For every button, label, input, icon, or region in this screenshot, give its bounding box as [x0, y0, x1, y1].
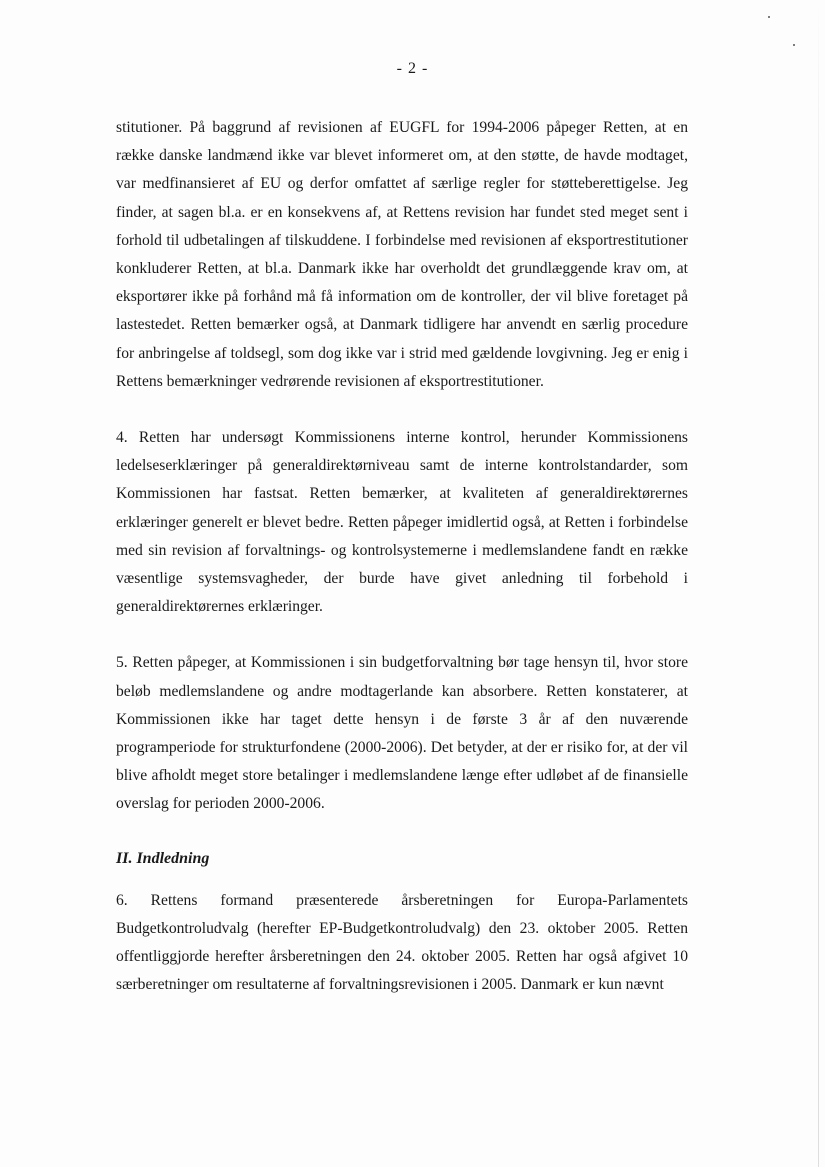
section-heading-introduction: II. Indledning	[116, 849, 210, 867]
scan-speck	[768, 16, 770, 18]
paragraph-5-budget-management: 5. Retten påpeger, at Kommissionen i sin budgetforvaltning bør tage hensyn til, hvor store beløb medlemslandene og andre modtagerlande kan absorbere. Retten konstaterer, at Kommissionen ikke har taget dette hensyn i de første 3 år af den nuværende programperiode for strukturfondene (2000-2006). Det betyder, at der er risiko for, at der vil blive afholdt meget store betalinger i medlemslandene længe efter udløbet af de finansielle overslag for perioden 2000-2006.	[116, 654, 688, 813]
paragraph-export-refunds: stitutioner. På baggrund af revisionen af EUGFL for 1994-2006 påpeger Retten, at en række danske landmænd ikke var blevet informeret om, at den støtte, de havde modtaget, var medfinansieret af EU og derfor omfattet af særlige regler for støtteberettigelse. Jeg finder, at sagen bl.a. er en konsekvens af, at Rettens revision har fundet sted meget sent i forhold til udbetalingen af tilskuddene. I forbindelse med revisionen af eksportrestitutioner konkluderer Retten, at bl.a. Danmark ikke har overholdt det grundlæggende krav om, at eksportører ikke på forhånd må få information om de kontroller, der vil blive foretaget på lastestedet. Retten bemærker også, at Danmark tidligere har anvendt en særlig procedure for anbringelse af toldsegl, som dog ikke var i strid med gældende lovgivning. Jeg er enig i Rettens bemærkninger vedrørende revisionen af eksportrestitutioner.	[116, 119, 688, 390]
scan-edge-line	[818, 0, 819, 1167]
page-number: - 2 -	[396, 60, 429, 77]
paragraph-4-internal-control: 4. Retten har undersøgt Kommissionens interne kontrol, herunder Kommissionens ledelseserklæringer på generaldirektørniveau samt de interne kontrolstandarder, som Kommissionen har fastsat. Retten bemærker, at kvaliteten af generaldirektørernes erklæringer generelt er blevet bedre. Retten påpeger imidlertid også, at Retten i forbindelse med sin revision af forvaltnings- og kontrolsystemerne i medlemslandene fandt en række væsentlige systemsvagheder, der burde have givet anledning til forbehold i generaldirektørernes erklæringer.	[116, 429, 688, 616]
document-body	[116, 114, 688, 1027]
paragraph-6-annual-report: 6. Rettens formand præsenterede årsberetningen for Europa-Parlamentets Budgetkontroludvalg (herefter EP-Budgetkontroludvalg) den 23. oktober 2005. Retten offentliggjorde herefter årsberetningen den 24. oktober 2005. Retten har også afgivet 10 særberetninger om resultaterne af forvaltningsrevisionen i 2005. Danmark er kun nævnt	[116, 891, 688, 994]
scan-speck	[793, 44, 795, 46]
